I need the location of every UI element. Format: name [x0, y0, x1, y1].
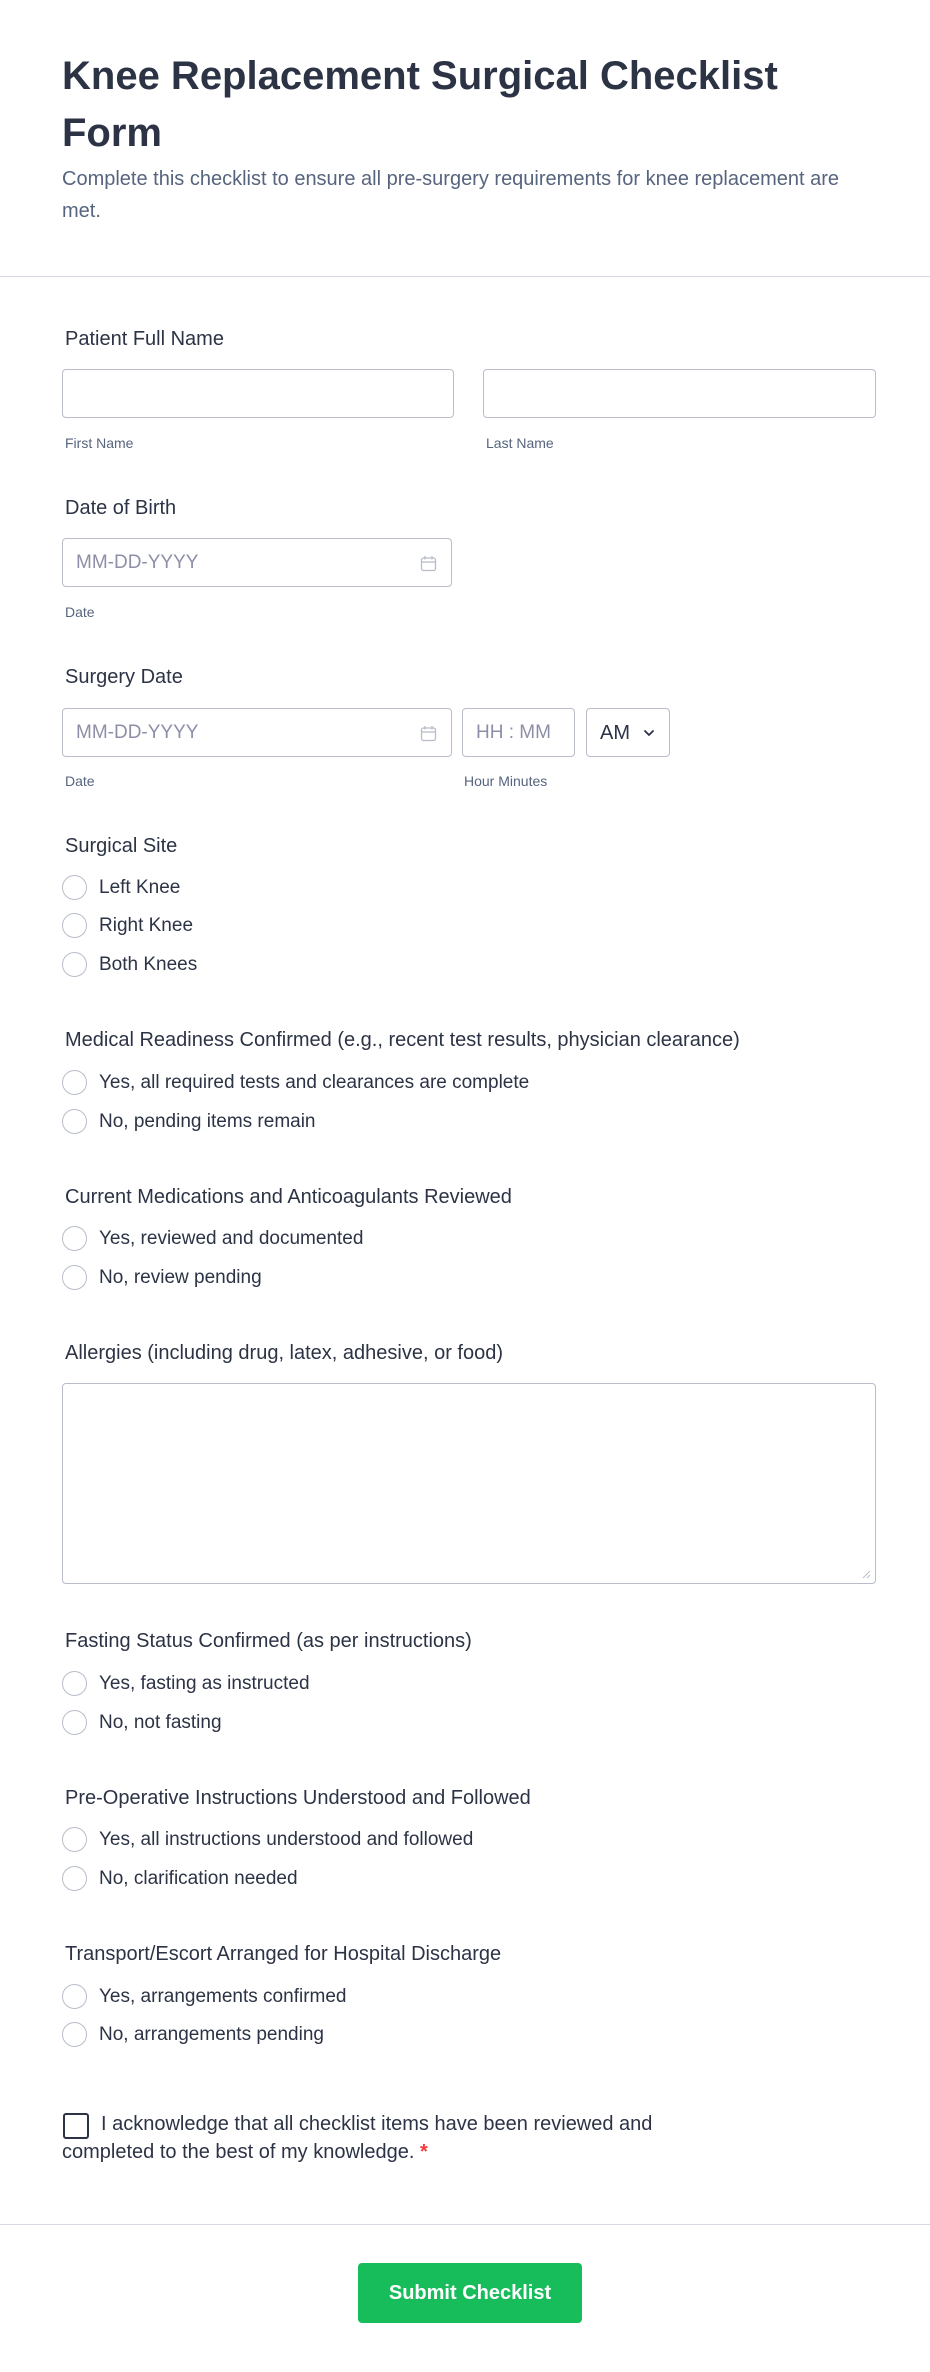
resize-grip-icon[interactable] — [861, 1569, 871, 1579]
medications-label: Current Medications and Anticoagulants Reviewed — [65, 1186, 512, 1208]
ampm-select[interactable] — [586, 708, 670, 757]
radio-circle[interactable] — [62, 952, 87, 977]
radio-circle[interactable] — [62, 875, 87, 900]
radio-circle[interactable] — [62, 1109, 87, 1134]
radio-label: No, pending items remain — [99, 1111, 316, 1132]
submit-button[interactable]: Submit Checklist — [358, 2263, 582, 2323]
surgery-time-input[interactable] — [462, 708, 575, 757]
dob-sublabel: Date — [65, 604, 95, 620]
acknowledge-label — [62, 2110, 702, 2166]
radio-circle[interactable] — [62, 1710, 87, 1735]
radio-label: Left Knee — [99, 877, 181, 898]
chevron-down-icon — [642, 726, 656, 740]
form-subtitle: Complete this checklist to ensure all pre-surgery requirements for knee replacement are met. — [62, 168, 840, 222]
radio-circle[interactable] — [62, 1070, 87, 1095]
radio-circle[interactable] — [62, 1265, 87, 1290]
acknowledge-text: I acknowledge that all checklist items have been reviewed and completed to the best of my knowledge. — [62, 2113, 653, 2163]
transport-label: Transport/Escort Arranged for Hospital Discharge — [65, 1943, 502, 1965]
footer-divider — [0, 2224, 930, 2225]
radio-label: No, clarification needed — [99, 1868, 298, 1889]
radio-label: No, not fasting — [99, 1712, 222, 1733]
last-name-field[interactable] — [483, 369, 876, 418]
surgery-date-sublabel: Date — [65, 773, 95, 789]
radio-label: Yes, arrangements confirmed — [99, 1986, 347, 2007]
medical-readiness-label: Medical Readiness Confirmed (e.g., recent test results, physician clearance) — [65, 1029, 740, 1051]
radio-circle[interactable] — [62, 1226, 87, 1251]
radio-circle[interactable] — [62, 1671, 87, 1696]
surgery-date-label: Surgery Date — [65, 666, 183, 688]
radio-label: Yes, all instructions understood and followed — [99, 1829, 474, 1850]
required-asterisk: * — [419, 2141, 428, 2163]
dob-label: Date of Birth — [65, 497, 177, 519]
dob-placeholder: MM-DD-YYYY — [76, 552, 199, 573]
radio-circle[interactable] — [62, 1866, 87, 1891]
calendar-icon[interactable] — [420, 555, 437, 572]
radio-label: Yes, fasting as instructed — [99, 1673, 310, 1694]
surgery-time-placeholder: HH : MM — [476, 722, 551, 743]
radio-circle[interactable] — [62, 1984, 87, 2009]
surgery-date-placeholder: MM-DD-YYYY — [76, 722, 199, 743]
radio-circle[interactable] — [62, 913, 87, 938]
ampm-value: AM — [600, 722, 630, 744]
radio-circle[interactable] — [62, 2022, 87, 2047]
radio-label: Right Knee — [99, 915, 194, 936]
allergies-textarea[interactable] — [62, 1383, 876, 1584]
radio-circle[interactable] — [62, 1827, 87, 1852]
radio-label: Yes, reviewed and documented — [99, 1228, 364, 1249]
surgery-date-input[interactable] — [62, 708, 452, 757]
form-header — [0, 0, 930, 277]
surgery-time-sublabel: Hour Minutes — [464, 773, 548, 789]
calendar-icon[interactable] — [420, 725, 437, 742]
radio-label: Yes, all required tests and clearances are complete — [99, 1072, 530, 1093]
preop-label: Pre-Operative Instructions Understood and Followed — [65, 1787, 531, 1809]
first-name-field[interactable] — [62, 369, 454, 418]
surgical-site-label: Surgical Site — [65, 835, 178, 857]
radio-label: Both Knees — [99, 954, 198, 975]
patient-name-label: Patient Full Name — [65, 328, 224, 350]
radio-label: No, arrangements pending — [99, 2024, 324, 2045]
last-name-sublabel: Last Name — [486, 435, 554, 451]
radio-label: No, review pending — [99, 1267, 262, 1288]
dob-date-input[interactable] — [62, 538, 452, 587]
allergies-label: Allergies (including drug, latex, adhesive, or food) — [65, 1342, 504, 1364]
first-name-sublabel: First Name — [65, 435, 134, 451]
fasting-label: Fasting Status Confirmed (as per instructions) — [65, 1630, 472, 1652]
form-title: Knee Replacement Surgical Checklist Form — [62, 54, 778, 155]
